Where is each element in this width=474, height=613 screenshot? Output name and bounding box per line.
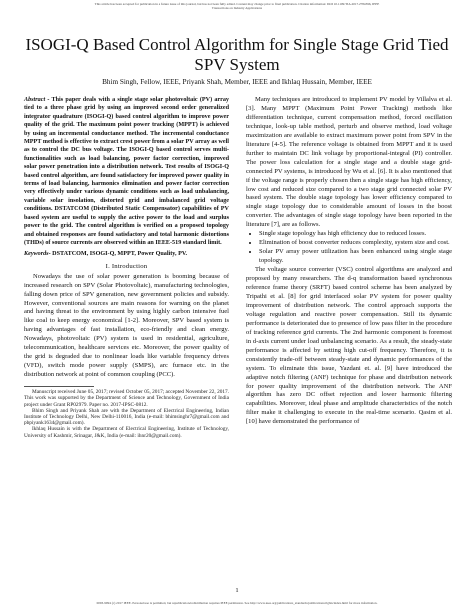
banner-line-2: Transactions on Industry Applications: [211, 6, 263, 11]
abstract-text: This paper deals with a single stage solar photovoltaic (PV) array tied to a three phase grid by using an improved second order generalized integrator quadrature (ISOGI-Q) based control algorithm to improve power quality of the grid. The maximum point power tracking (MPPT) is achieved by using an incremental conductance method. The incremental conductance MPPT method is effective to extract crest power from a solar PV array as well as to control the DC bus voltage. The ISOGI-Q based control serves multi-functionalities such as load balancing, power factor correction, improved solar power penetration into a distribution network. Test results of ISOGI-Q based control algorithm, are found satisfactory for improved power quality in terms of load balancing, harmonics elimination and power factor correction very effectively under various dynamic conditions such as load unbalancing, variable solar insolation, distorted grid and imbalanced grid voltage conditions. DSTATCOM (Distributed Static Compensator) capabilities of PV based system are useful to supply the active power to the load and surplus power to the grid. The control algorithm is verified on a proposed topology and obtained responses are found satisfactory and total harmonic distortions (THDs) of source currents are observed within an IEEE-519 standard limit.: [24, 97, 230, 246]
right-column: [246, 96, 452, 427]
keywords: [24, 250, 229, 258]
journal-banner: [10, 2, 464, 11]
right-paragraph-1: Many techniques are introduced to implement PV model by Villalva et al. [3]. Many MPPT (Maximum Point Power Tracking) methods like differentiation technique, current compensation method, forced oscillation technique, look-up table method, perturb and observe method, load voltage maximization are available to extract maximum power point from SPV in the literature [4-5]. The reference voltage is obtained from MPPT and it is used further to maintain DC link voltage by proportional-integral (PI) controller. The power loss calculation for a single stage and a double stage grid-connected PV systems, is introduced by Wu et al. [6]. It is also mentioned that if the voltage range is properly chosen then a single stage has high efficiency, low cost and reduced size compared to a two stage grid connected solar PV based system. The double stage topology has lower efficiency compared to single stage topology due to considerable amount of losses in the boost converter. The advantages of single stage topology have been reported in the literature [7], are as follows.: [246, 96, 452, 229]
intro-paragraph: Nowadays the use of solar power generation is booming because of increased research on SPV (Solar Photovoltaic), manufacturing technologies, falling down price of SPV generation, new government policies and subsidy. However, conventional sources are main reasons for warning on the planet and having threat to the environment by using highly carbon intensive fuel like coal to keep energy economical [1-2]. Moreover, SPV based system is having advantages of fast installation, eco-friendly and clean energy. Nowadays, photovoltaic (PV) system is used in residential, agriculture, telecommunication, healthcare services etc. Moreover, the power quality of the grid is degraded due to nonlinear loads like variable frequency drives (VFD), switch mode power supply (SMPS), arc furnace etc. in the distribution network at point of common coupling (PCC).: [24, 272, 229, 379]
abstract-label: Abstract -: [24, 97, 50, 103]
copyright-footer: 0093-9994 (c) 2017 IEEE. Personal use is permitted, but republication/redistribution requires IEEE permission. See http://www.ieee.org/publications_standards/publications/rights/index.html for more information.: [96, 601, 378, 605]
right-paragraph-2: The voltage source converter (VSC) control algorithms are analyzed and proposed by many researchers. The d-q transformation based synchronous reference frame theory (SRFT) based control scheme has been analyzed by Tripathi et al. [8] for grid interfaced solar PV system for power quality improvement of distribution network. The control approach supports the voltage regulation and reactive power compensation. Still its dynamic performance is deteriorated due to presence of low pass filter in the procedure of tracking reference grid currents. The 2nd harmonic component is foremost in d-axis current under load unbalancing scenario. As a result, the steady-state performance is affected by setting high cut-off frequency. Therefore, it is consistently trade-off between steady-state and dynamic performances of the system. To eliminate this issue, Yazdani et. al. [9] have introduced the adaptive notch filtering (ANF) technique for phase and distribution network for power quality improvement of the distribution network. The ANF algorithm has zero DC offset rejection and lower harmonic filtering capabilities. Moreover, ideal phase and amplitude characteristics of the notch filter make it challenging to execute in the real-time scenario. Qasim et al. [10] have demonstrated the performance of: [246, 266, 452, 426]
list-item: • Single stage topology has high efficiency due to reduced losses.: [259, 230, 452, 239]
list-item: • Elimination of boost converter reduces complexity, system size and cost.: [259, 239, 452, 248]
banner-line-1: This article has been accepted for publication in a future issue of this journal, but has not been fully edited. Content may change prior to final publication. Citation information: DOI 10.1109/TIA.2017.2784396, IEEE: [94, 2, 380, 6]
page-number: 1: [235, 587, 239, 594]
keywords-text: DSTATCOM, ISOGI-Q, MPPT, Power Quality, PV.: [52, 251, 188, 258]
author-line: Bhim Singh, Fellow, IEEE, Priyank Shah, Member, IEEE and Ikhlaq Hussain, Member, IEEE: [102, 78, 372, 86]
paper-title: ISOGI-Q Based Control Algorithm for Single Stage Grid Tied SPV System: [25, 35, 449, 74]
abstract: [24, 96, 229, 247]
keywords-label: Keywords-: [24, 251, 51, 258]
affiliation-footnote-2: Ikhlaq Hussain is with the Department of Electrical Engineering, Institute of Technology, University of Kashmir, Srinagar, J&K, India (e-mail: ihnr20@gmail.com).: [24, 426, 229, 439]
affiliation-footnote-1: Bhim Singh and Priyank Shah are with the Department of Electrical Engineering, Indian Institute of Technology Delhi, New Delhi-110016, India (e-mail: bhimsinghr7@gmail.com and pbpiyank1634@gmail.com).: [24, 407, 229, 427]
section-heading-introduction: I. Introduction: [105, 262, 148, 270]
footnote-divider: [24, 386, 94, 387]
manuscript-footnote: Manuscript received June 05, 2017; revised October 05, 2017; accepted November 22, 2017. This work was supported by the Department of Science and Technology, Government of India project under Grant RP02979. Paper no. 2017-IPSC-0812.: [24, 389, 229, 408]
left-column: [24, 96, 229, 439]
list-item: • Solar PV array power utilization has been enhanced using single stage topology.: [259, 248, 452, 266]
advantages-list: [246, 230, 452, 266]
